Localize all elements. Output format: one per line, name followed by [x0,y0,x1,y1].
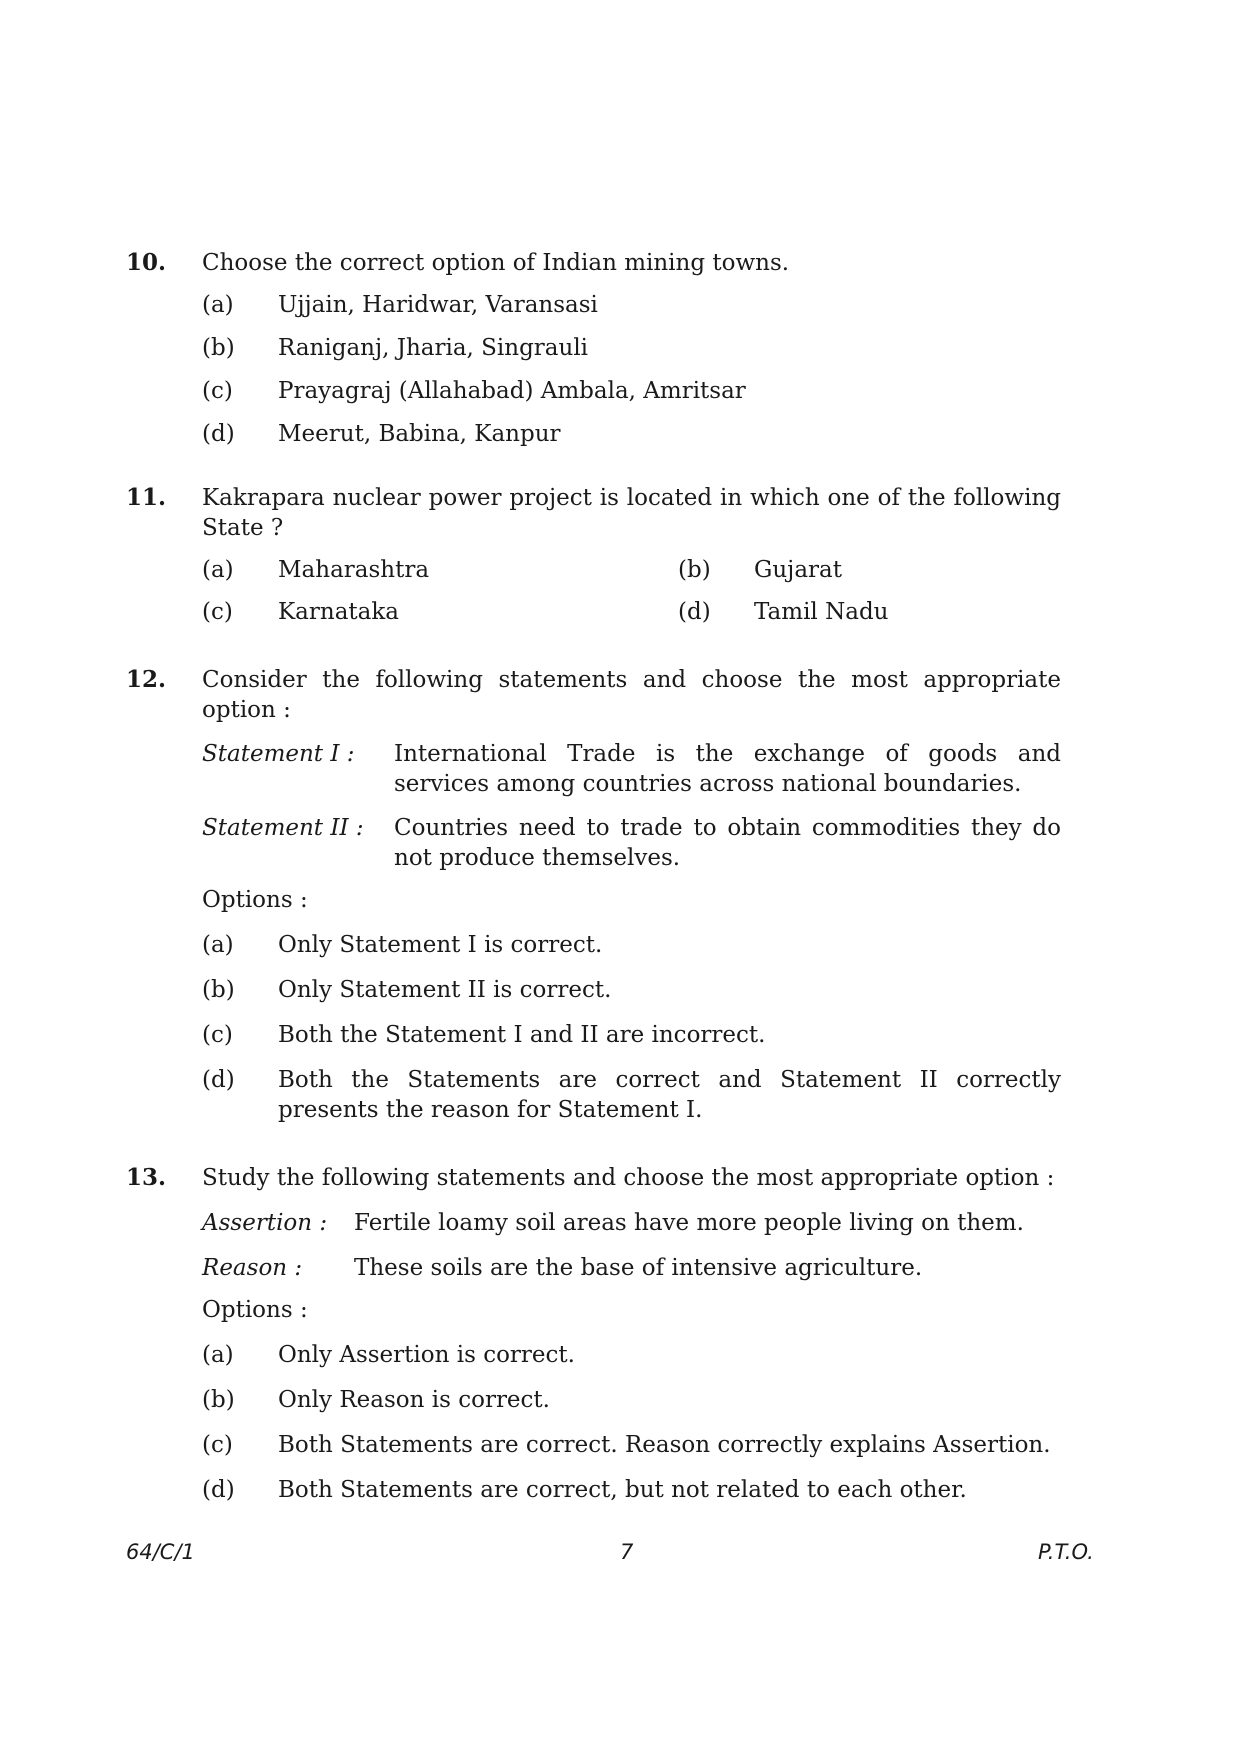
statement-text: These soils are the base of intensive agriculture. [354,1255,923,1281]
option-text: Only Assertion is correct. [278,1342,575,1368]
option-row-ab [202,555,1061,585]
option-text: Both Statements are correct, but not related to each other. [278,1477,967,1503]
option-text: Karnataka [278,599,400,625]
question-text: Consider the following statements and choose the most appropriate option : [202,667,1061,723]
statement-label: Assertion : [202,1210,328,1236]
option-text: Only Reason is correct. [278,1387,550,1413]
assertion [202,1208,1061,1238]
option-text: Maharashtra [278,557,430,583]
option-d [202,419,1061,449]
option-label: (b) [202,977,235,1003]
options-heading: Options : [202,1297,308,1323]
question-number: 11. [126,484,167,511]
option-text: Gujarat [754,557,842,583]
question-12 [126,665,1061,1125]
statement-text: Countries need to trade to obtain commodities they do not produce themselves. [394,815,1061,871]
question-text: Study the following statements and choose the most appropriate option : [202,1165,1055,1191]
question-text: Choose the correct option of Indian mining towns. [202,250,790,276]
statement-label: Reason : [202,1255,303,1281]
statement-label: Statement II : [202,815,364,841]
option-text: Tamil Nadu [754,599,889,625]
page-number: 7 [620,1540,634,1564]
option-label: (c) [202,378,233,404]
option-d [202,1065,1061,1125]
option-label: (a) [202,1342,234,1368]
option-text: Both the Statements are correct and Statement II correctly presents the reason for Statement I. [278,1067,1061,1123]
question-text: Kakrapara nuclear power project is located in which one of the following State ? [202,485,1061,541]
reason [202,1253,1061,1283]
option-label: (a) [202,292,234,318]
option-label: (c) [202,1432,233,1458]
option-label: (d) [678,599,711,625]
option-text: Ujjain, Haridwar, Varansasi [278,292,598,318]
statement-2 [202,813,1061,873]
option-text: Raniganj, Jharia, Singrauli [278,335,589,361]
option-label: (b) [678,557,711,583]
option-a [202,290,1061,320]
option-label: (d) [202,421,235,447]
paper-code: 64/C/1 [126,1540,195,1564]
option-label: (b) [202,335,235,361]
options-heading: Options : [202,887,308,913]
option-label: (c) [202,599,233,625]
statement-1 [202,739,1061,799]
option-b [202,975,1061,1005]
question-number: 10. [126,249,167,276]
question-13 [126,1163,1061,1505]
statement-text: International Trade is the exchange of goods and services among countries across national boundaries. [394,741,1061,797]
please-turn-over: P.T.O. [1038,1540,1094,1564]
option-text: Only Statement I is correct. [278,932,603,958]
option-label: (c) [202,1022,233,1048]
option-label: (d) [202,1067,235,1093]
question-number: 12. [126,666,167,693]
option-text: Both Statements are correct. Reason correctly explains Assertion. [278,1432,1051,1458]
question-11 [126,483,1061,627]
option-b [202,333,1061,363]
option-d [202,1475,1061,1505]
option-label: (a) [202,557,234,583]
option-c [202,1020,1061,1050]
option-text: Meerut, Babina, Kanpur [278,421,561,447]
option-label: (b) [202,1387,235,1413]
option-c [202,376,1061,406]
option-label: (a) [202,932,234,958]
question-number: 13. [126,1164,167,1191]
option-a [202,930,1061,960]
option-text: Prayagraj (Allahabad) Ambala, Amritsar [278,378,746,404]
option-text: Only Statement II is correct. [278,977,612,1003]
question-10 [126,248,1061,449]
statement-label: Statement I : [202,741,355,767]
statement-text: Fertile loamy soil areas have more people living on them. [354,1210,1024,1236]
option-text: Both the Statement I and II are incorrect. [278,1022,766,1048]
option-a [202,1340,1061,1370]
option-c [202,1430,1061,1460]
option-b [202,1385,1061,1415]
option-label: (d) [202,1477,235,1503]
option-row-cd [202,597,1061,627]
